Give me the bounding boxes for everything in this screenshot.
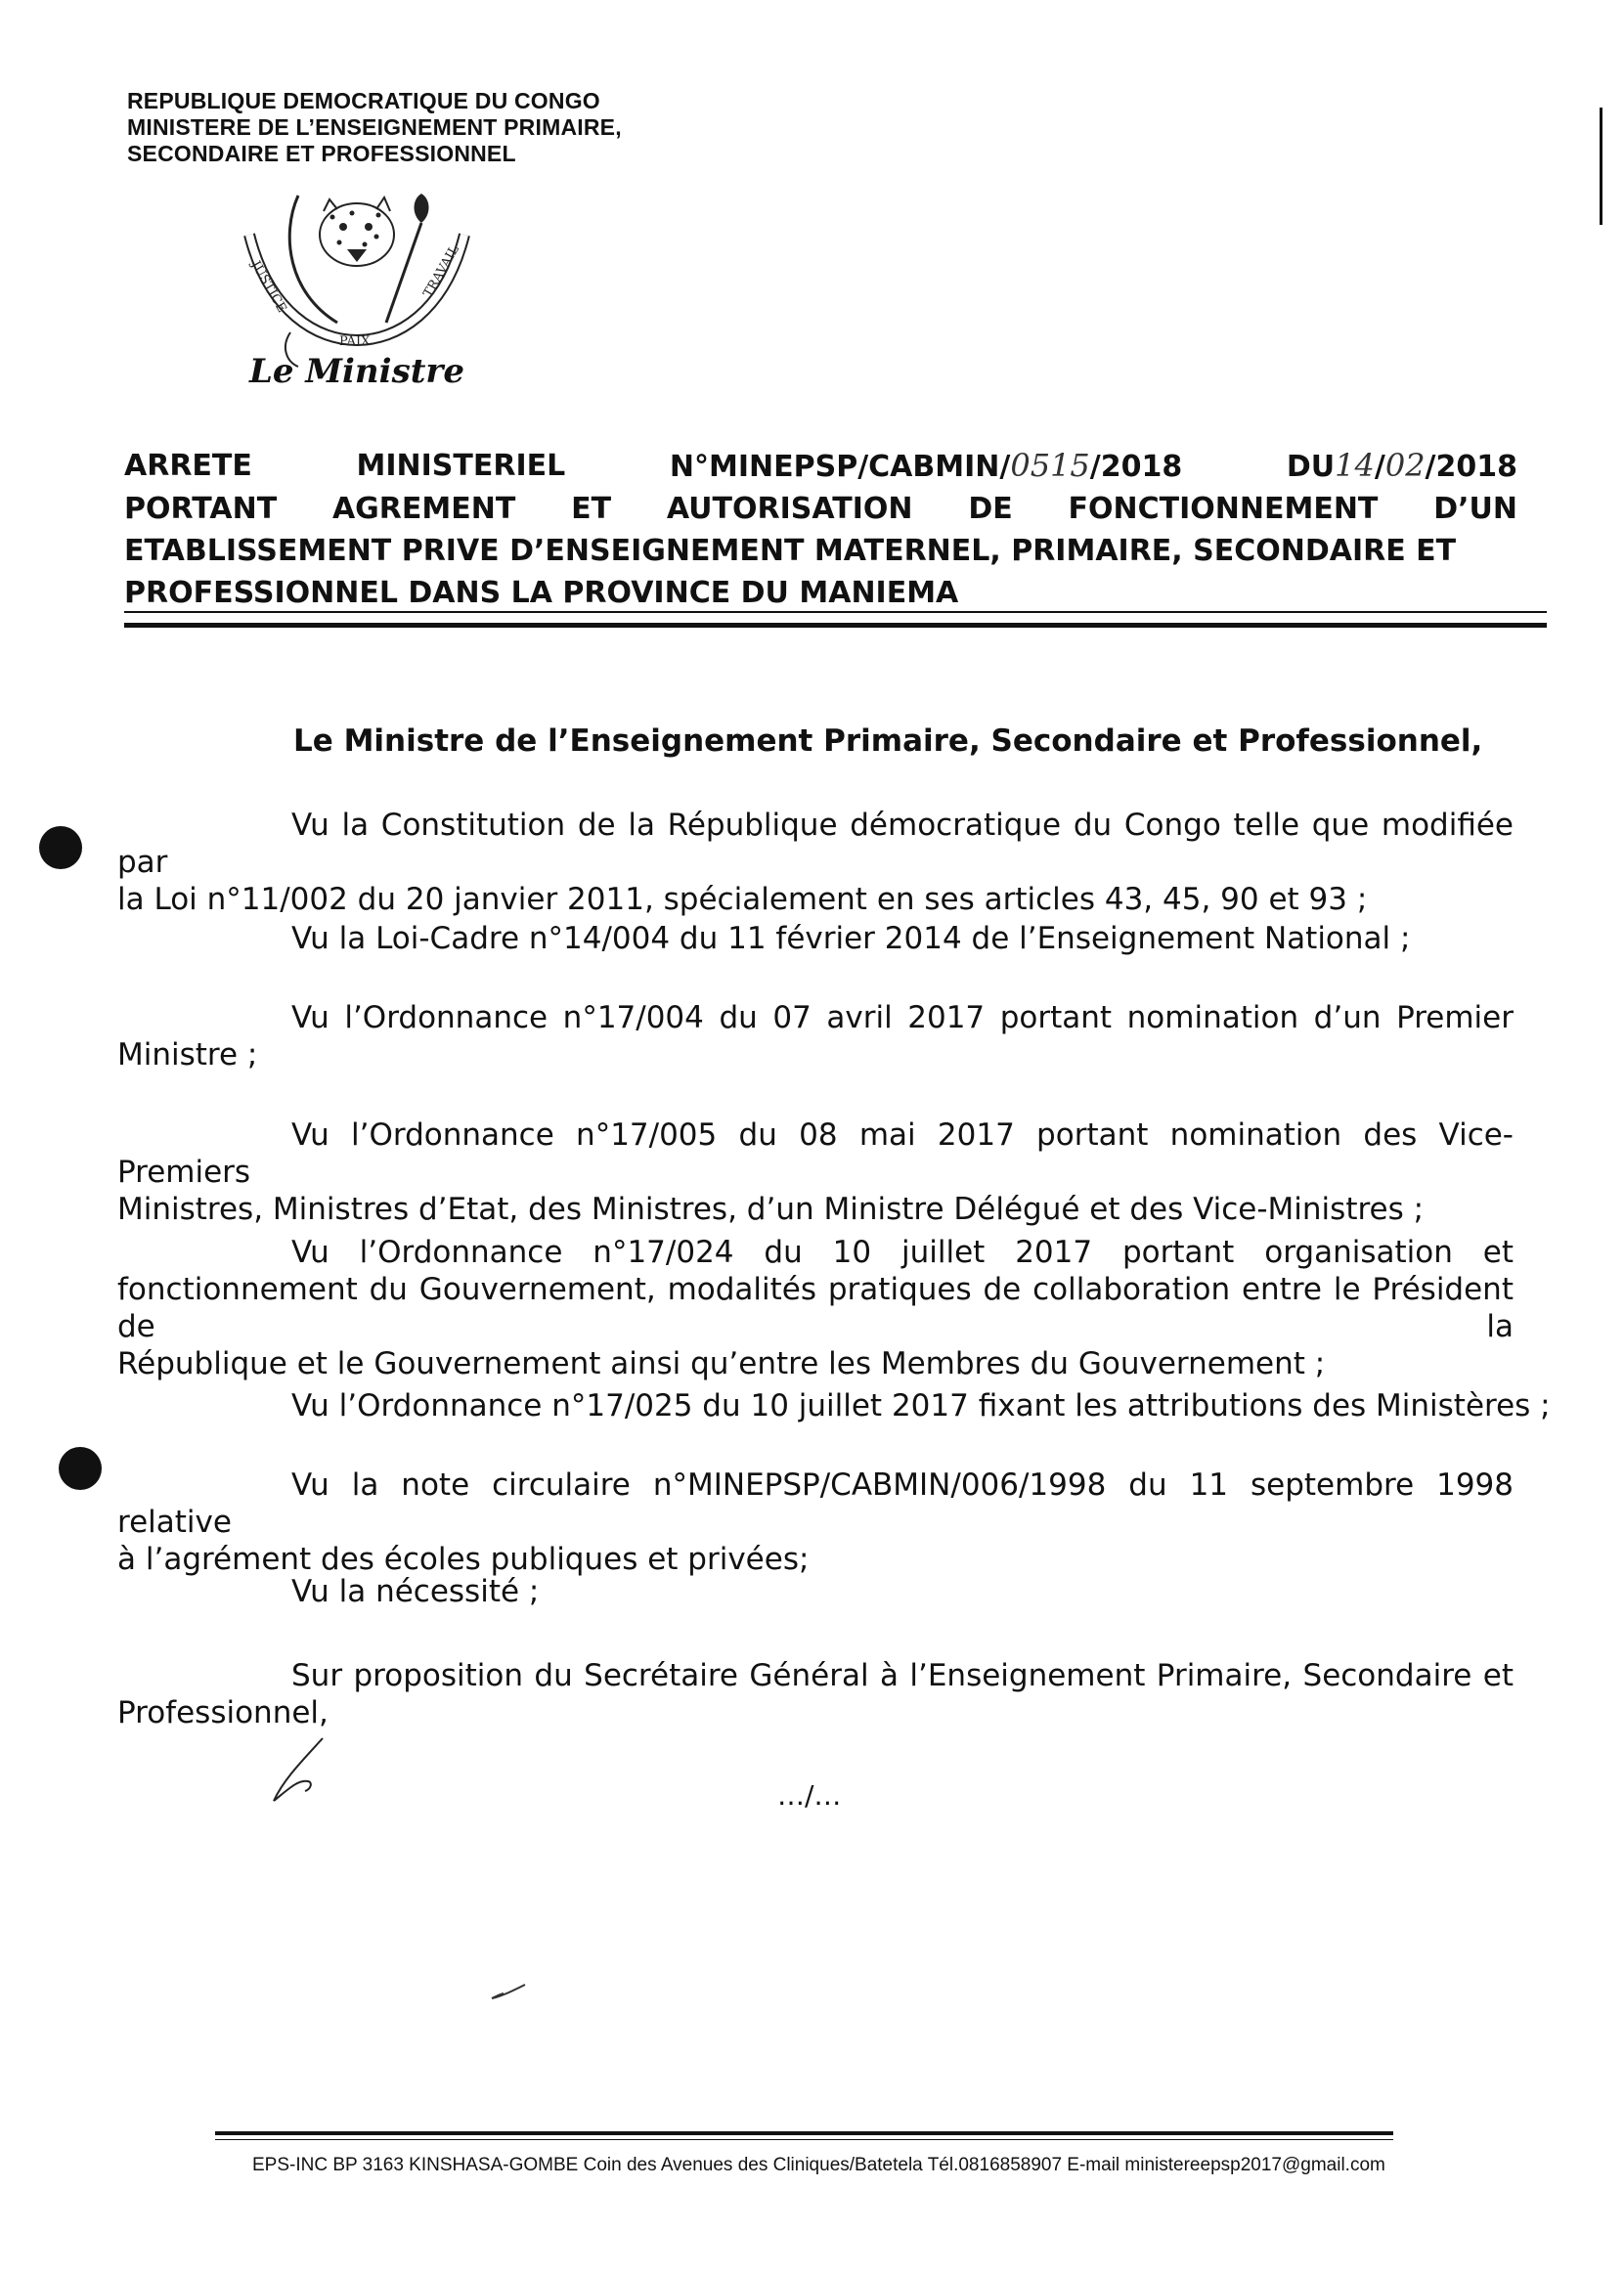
title-word: DE [968, 492, 1013, 526]
title-word: PORTANT [124, 492, 278, 526]
handwritten-day: 14 [1335, 447, 1375, 484]
le-ministre-signature-label: Le Ministre [249, 352, 464, 391]
paragraph-line: Ministres, Ministres d’Etat, des Ministres, d’un Ministre Délégué et des Vice-Ministres ; [117, 1192, 1425, 1227]
title-underline-thin [124, 611, 1547, 613]
handwritten-stroke-mark [484, 1975, 543, 2014]
handwritten-initial-mark [264, 1730, 342, 1809]
paragraph-ordonnance-17-004 [117, 999, 1514, 1073]
title-word: MINISTERIEL [356, 449, 566, 483]
paragraph-line: à l’agrément des écoles publiques et privées; [117, 1542, 810, 1577]
footer-rule-thin [215, 2139, 1393, 2140]
coat-of-arms-emblem [230, 176, 494, 372]
paragraph-ordonnance-17-005 [117, 1116, 1514, 1228]
ministry-header [127, 88, 622, 167]
footer-rule [215, 2131, 1393, 2135]
title-word: /2018 [1425, 450, 1517, 484]
paragraph-proposition [117, 1657, 1514, 1731]
title-line-2 [124, 488, 1517, 530]
paragraph-necessite: Vu la nécessité ; [291, 1574, 540, 1609]
title-line-3 [124, 530, 1517, 572]
leopard-head-icon [320, 197, 394, 266]
paragraph-line: Vu la Constitution de la République démocratique du Congo telle que modifiée par [117, 808, 1514, 880]
header-ministry: MINISTERE DE L’ENSEIGNEMENT PRIMAIRE, [127, 114, 622, 140]
title-line-1 [124, 445, 1517, 488]
paragraph-loi-cadre: Vu la Loi-Cadre n°14/004 du 11 février 2014 de l’Enseignement National ; [291, 921, 1411, 956]
title-word: ET [571, 492, 612, 526]
paragraph-line: Vu l’Ordonnance n°17/024 du 10 juillet 2017 portant organisation et [291, 1235, 1514, 1270]
title-word: AGREMENT [331, 492, 516, 526]
continuation-marker: …/… [777, 1779, 842, 1812]
paragraph-line: Vu l’Ordonnance n°17/004 du 07 avril 2017 portant nomination d’un Premier [291, 1000, 1514, 1035]
paragraph-ordonnance-17-024 [117, 1234, 1514, 1382]
paragraph-line: Professionnel, [117, 1695, 329, 1730]
handwritten-month: 02 [1384, 447, 1426, 484]
paragraph-line: République et le Gouvernement ainsi qu’entre les Membres du Gouvernement ; [117, 1346, 1326, 1381]
title-text: ETABLISSEMENT PRIVE D’ENSEIGNEMENT MATERNEL, PRIMAIRE, SECONDAIRE ET [124, 534, 1457, 568]
title-word: ARRETE [124, 449, 252, 483]
paragraph-line: Vu la note circulaire n°MINEPSP/CABMIN/006/1998 du 11 septembre 1998 relative [117, 1467, 1514, 1540]
title-underline-thick [124, 623, 1547, 628]
decree-date: DU14/02/2018 [1286, 447, 1517, 484]
paragraph-ordonnance-17-025: Vu l’Ordonnance n°17/025 du 10 juillet 2017 fixant les attributions des Ministères ; [291, 1388, 1551, 1423]
title-word: /2018 [1089, 450, 1183, 484]
paragraph-line: Sur proposition du Secrétaire Général à l’Enseignement Primaire, Secondaire et [291, 1658, 1514, 1693]
handwritten-number: 0515 [1010, 447, 1090, 484]
title-word: N°MINEPSP/CABMIN/ [669, 450, 1011, 484]
title-word: D’UN [1433, 492, 1517, 526]
title-text: PROFESSIONNEL DANS LA PROVINCE DU MANIEMA [124, 576, 959, 610]
footer-contact: EPS-INC BP 3163 KINSHASA-GOMBE Coin des Avenues des Cliniques/Batetela Tél.0816858907 E-mail ministereepsp2017@gmail.com [252, 2155, 1385, 2175]
paragraph-note-circulaire [117, 1466, 1514, 1578]
paragraph-constitution [117, 807, 1514, 918]
title-word: FONCTIONNEMENT [1068, 492, 1379, 526]
title-word: DU [1286, 450, 1336, 484]
punch-hole-mark [59, 1447, 102, 1490]
decree-title [124, 445, 1517, 614]
margin-mark [1600, 108, 1602, 225]
decree-number [670, 445, 1182, 488]
punch-hole-mark [39, 826, 82, 869]
paragraph-line: Ministre ; [117, 1037, 258, 1072]
minister-subtitle: Le Ministre de l’Enseignement Primaire, Secondaire et Professionnel, [293, 723, 1483, 759]
title-word: AUTORISATION [666, 492, 913, 526]
emblem-word-justice: JUSTICE [247, 258, 289, 316]
emblem-word-paix: PAIX [339, 334, 371, 349]
paragraph-line: Vu l’Ordonnance n°17/005 du 08 mai 2017 portant nomination des Vice-Premiers [117, 1117, 1514, 1190]
paragraph-line: la Loi n°11/002 du 20 janvier 2011, spécialement en ses articles 43, 45, 90 et 93 ; [117, 882, 1368, 917]
header-ministry-cont: SECONDAIRE ET PROFESSIONNEL [127, 141, 516, 166]
paragraph-line: fonctionnement du Gouvernement, modalités pratiques de collaboration entre le Président de la [117, 1272, 1514, 1344]
title-line-4 [124, 572, 1517, 614]
header-country: REPUBLIQUE DEMOCRATIQUE DU CONGO [127, 88, 600, 113]
emblem-word-travail: TRAVAIL [420, 242, 462, 300]
